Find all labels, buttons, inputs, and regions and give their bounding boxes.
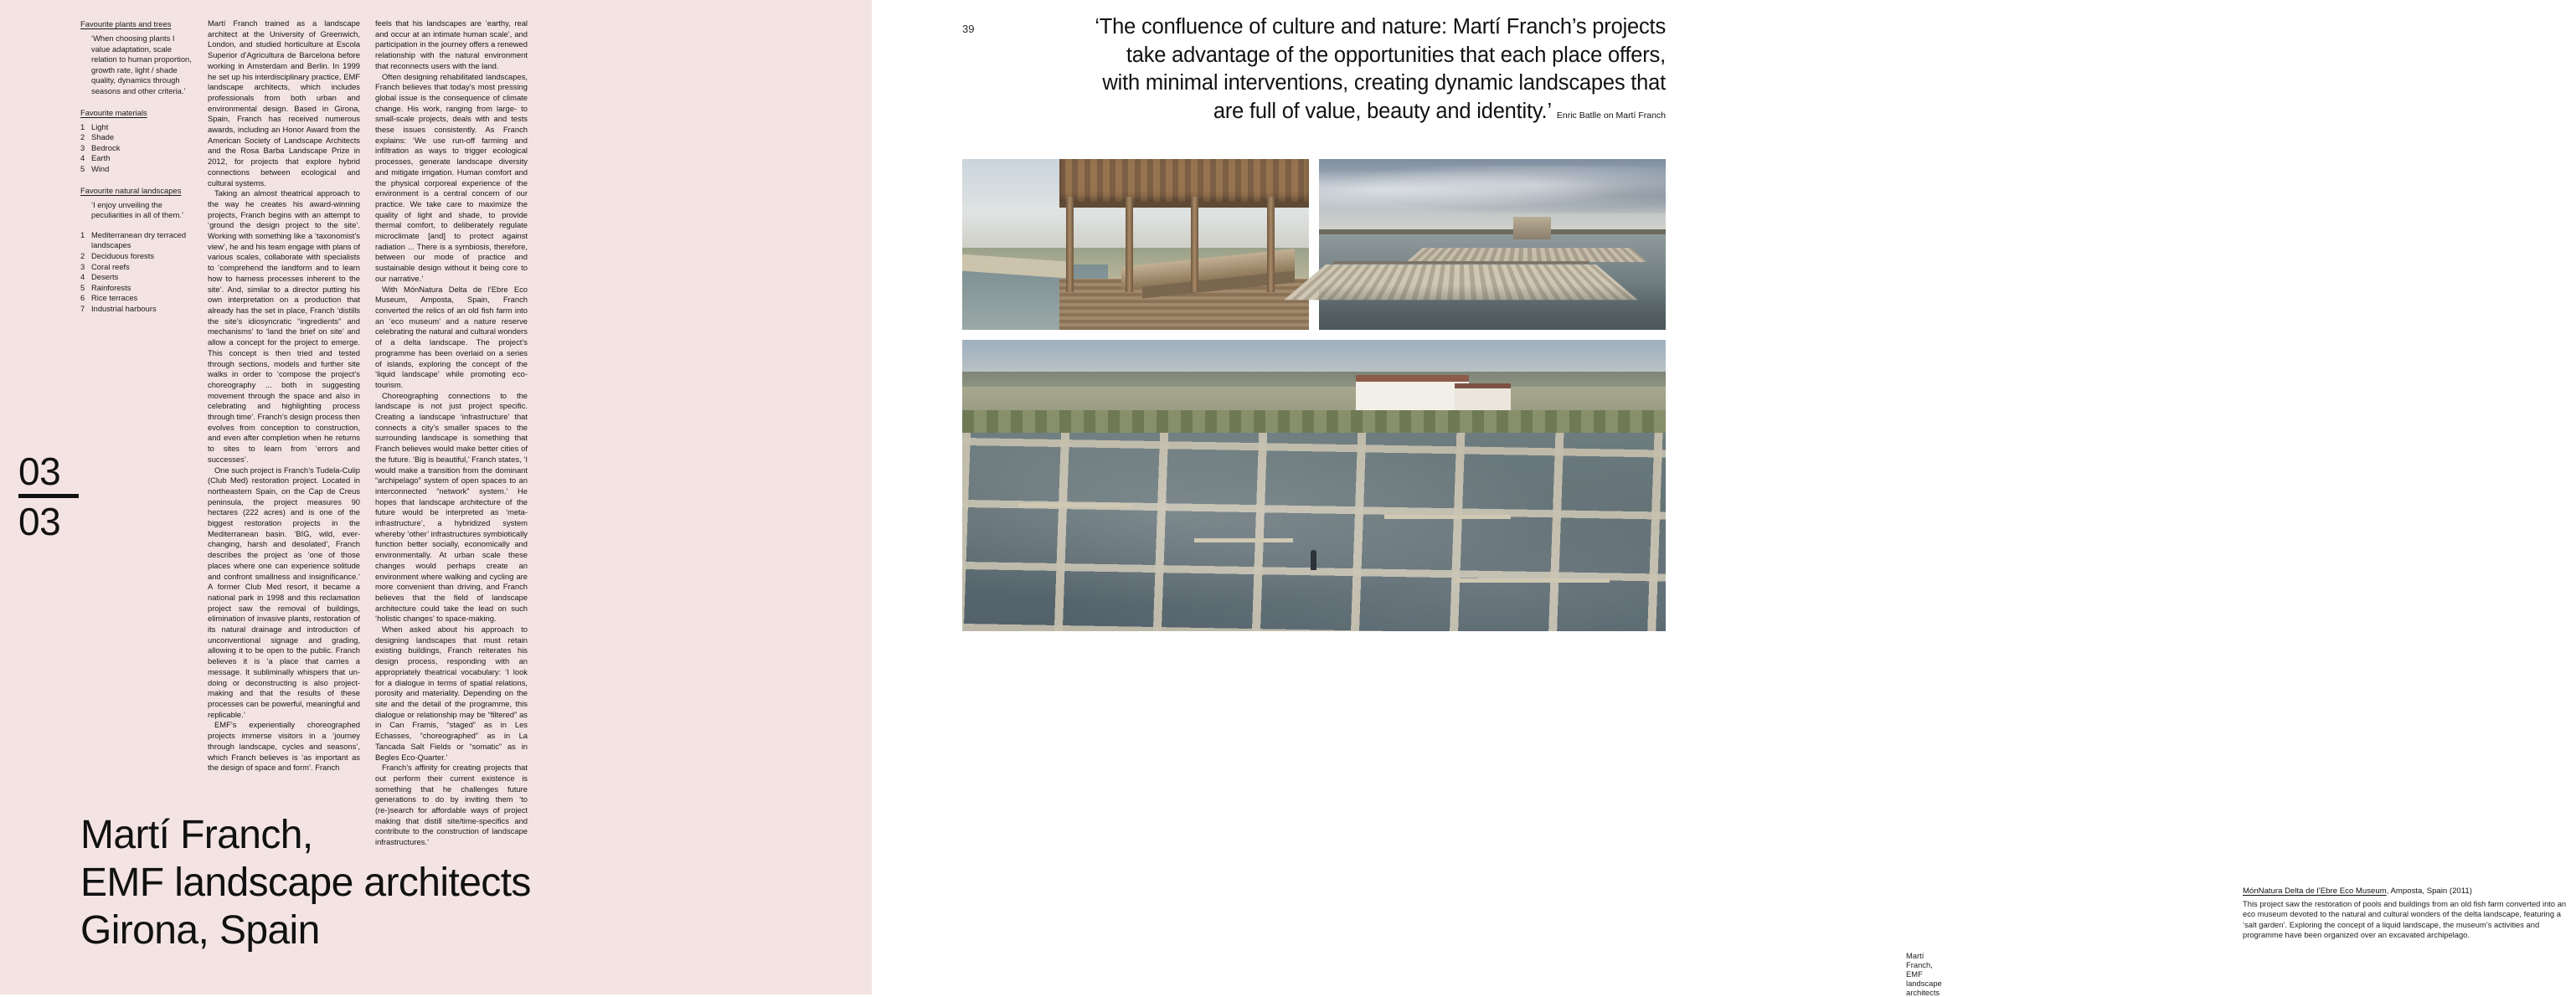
fact-quote-plants: ‘When choosing plants I value adaptation, scale relation to human proportion, growth rate, light / shade quality, dynamics through seasons and other criteria.’ xyxy=(91,33,192,95)
list-item: 1 Mediterranean dry terraced landscapes xyxy=(80,229,187,250)
fact-heading-materials: Favourite materials xyxy=(80,107,147,117)
list-item-label: Industrial harbours xyxy=(91,303,157,313)
fact-heading-landscapes: Favourite natural landscapes xyxy=(80,185,182,195)
photo-row-top xyxy=(962,159,1666,330)
pull-quote xyxy=(1038,13,1666,130)
list-item-label: Rice terraces xyxy=(91,293,138,303)
list-item-label: Rainforests xyxy=(91,282,131,292)
photo-credit: Martí Franch, EMF landscape architects xyxy=(1906,951,1942,997)
list-item: 4 Earth xyxy=(80,153,111,163)
page-title-line-2: EMF landscape architects xyxy=(80,861,531,905)
caption-project-name: MónNatura Delta de l’Ebre Eco Museum xyxy=(2243,887,2387,896)
paragraph: Often designing rehabilitated landscapes, Franch believes that today’s most pressing global issue is the consequence of climate change. His work, ranging from large- to small-scale projects, deals with and tests these issues consistently. As Franch explains: ‘We use run-off farming and infiltration as ways to trigger ecological processes, generate landscape diversity and mitigate irrigation. Human comfort and the physical corporeal experience of the environment is a central concern of our practice. We take care to maximize the quality of light and shade, to provide thermal comfort, to deliberately regulate microclimate [and] to protect against radiation ... There is a symbiosis, therefore, between our mode of practice and sustainable design without it being core to our narrative.’ xyxy=(375,71,528,283)
list-item: 2 Shade xyxy=(80,132,115,142)
right-page xyxy=(872,0,2567,997)
fact-list-landscapes xyxy=(80,230,193,315)
list-item: 4 Deserts xyxy=(80,272,119,282)
caption-text: This project saw the restoration of pools and buildings from an old fish farm converted into an eco museum devoted to the natural and cultural wonders of the delta landscape, featuring a ‘salt garden’. Exploring the concept of a liquid landscape, the museum’s activities and programme have been organized over an excavated archipelago. xyxy=(2243,899,2567,940)
pull-quote-line-4 xyxy=(1038,98,1666,131)
list-item: 7 Industrial harbours xyxy=(80,303,157,313)
favourites-sidebar xyxy=(80,18,193,324)
pull-quote-line-3: with minimal interventions, creating dynamic landscapes that xyxy=(1102,71,1666,95)
paragraph: When asked about his approach to designing landscapes that must retain existing buildings, Franch reiterates his design process, responding with an appropriately theatrical vocabulary: ‘I look for a dialogue in terms of spatial relations, porosity and materiality. Depending on the site and the detail of the programme, this dialogue or relationship may be “filtered” as in Can Framis, “staged” as in Les Echasses, “choreographed” as in La Tancada Salt Fields or “somatic” as in Begles Eco-Quarter.’ xyxy=(375,624,528,762)
body-column-1 xyxy=(208,18,360,773)
list-item-label: Deciduous forests xyxy=(91,250,155,260)
fact-list-materials xyxy=(80,122,193,175)
paragraph: feels that his landscapes are ‘earthy, real and occur at an intimate human scale’, and participation in the journey offers a renewed relationship with the natural environment that reconnects users with the land. xyxy=(375,18,528,70)
list-item: 2 Deciduous forests xyxy=(80,250,155,260)
list-item-label: Coral reefs xyxy=(91,261,130,271)
list-item: 1 Light xyxy=(80,121,109,131)
left-page xyxy=(0,0,872,994)
photo-salt-pans-aerial xyxy=(962,340,1666,631)
figure-person xyxy=(1311,550,1316,570)
page-number: 39 xyxy=(962,23,975,35)
paragraph: Taking an almost theatrical approach to the way he creates his award-winning projects, Franch begins with an attempt to ‘ground the design project to the site’. Working with something like a ‘taxonomist’s view’, he and his team engage with plans of various scales, collaborate with specialists to ‘comprehend the landform and to learn how to harness processes inherent to the site’. And, similar to a director putting his own interpretation on a production that already has the set in place, Franch ‘distills the site’s idiosyncratic “ingredients” and mechanisms’ to ‘land the brief on site’ and allow a concept for the project to emerge. This concept is then tried and tested through sections, models and further site walks in order to ‘compose the project’s choreography ... both in suggesting movement through the space and also in celebrating and highlighting process through time’. Franch’s design process then evolves from conception to construction, and even after completion when he returns to sites to learn from ‘errors and successes’. xyxy=(208,188,360,464)
page-title-line-3: Girona, Spain xyxy=(80,908,320,953)
photo-grid xyxy=(962,159,1666,631)
paragraph: One such project is Franch’s Tudela-Culip (Club Med) restoration project. Located in northeastern Spain, on the Cap de Creus peninsula, the project measures 90 hectares (222 acres) and is one of the biggest restoration projects in the Mediterranean basin. ‘BIG, wild, ever-changing, harsh and desolated’, Franch describes the project as ‘one of those places where one can experience solitude and confront smallness and insignificance.’ A former Club Med resort, it became a national park in 1998 and this reclamation project saw the removal of buildings, elimination of invasive plants, restoration of its natural drainage and introduction of unconventional signage and grading, allowing it to be open to the public. Franch believes it is ‘a place that carries a message. It subliminally whispers that un-doing or deconstructing is also project-making and that the results of these processes can be powerful, meaningful and replicable.’ xyxy=(208,465,360,719)
folio-rule xyxy=(18,494,79,498)
list-item-label: Shade xyxy=(91,132,115,142)
fact-block-landscapes xyxy=(80,185,193,315)
pull-quote-line-4-text: are full of value, beauty and identity.’ xyxy=(1213,99,1551,123)
paragraph: Martí Franch trained as a landscape architect at the University of Greenwich, London, and studied horticulture at Escola Superior d’Agricultura de Barcelona before working in Amsterdam and Berlin. In 1999 he set up his interdisciplinary practice, EMF landscape architects, which includes professionals from both urban and environmental design. Based in Girona, Spain, Franch has received numerous awards, including an Honor Award from the American Society of Landscape Architects and the Rosa Barba Landscape Prize in 2012, for projects that explore hybrid connections between ecological and cultural systems. xyxy=(208,18,360,188)
list-item-label: Wind xyxy=(91,163,110,173)
paragraph: Choreographing connections to the landscape is not just project specific. Creating a landscape ‘infrastructure’ that connects a city’s smaller spaces to the surrounding landscape is something that Franch believes would make better cities of the future. ‘Big is beautiful,’ Franch states, ‘I would make a transition from the dominant “archipelago” system of open spaces to an interconnected “network” system.’ He hopes that landscape architecture of the future would be interpreted as ‘meta-infrastructure’, a hybridized system whereby ‘other’ infrastructures symbiotically function better socially, economically and environmentally. At urban scale these changes would perhaps create an environment where walking and cycling are more convenient than driving, and Franch believes that the field of landscape architecture could take the lead on such ‘holistic changes’ to space-making. xyxy=(375,390,528,624)
fact-block-plants xyxy=(80,18,193,97)
fact-block-materials xyxy=(80,107,193,175)
list-item-label: Light xyxy=(91,121,109,131)
pull-quote-attribution: Enric Batlle on Martí Franch xyxy=(1556,110,1666,121)
photo-dusk-walkway xyxy=(1319,159,1666,330)
list-item: 5 Wind xyxy=(80,163,110,173)
caption-block xyxy=(2243,886,2576,941)
list-item-label: Mediterranean dry terraced landscapes xyxy=(91,229,187,250)
photo-pergola-boardwalk xyxy=(962,159,1309,330)
paragraph: With MónNatura Delta de l’Ebre Eco Museum, Amposta, Spain, Franch converted the relics of an old fish farm into an ‘eco museum’ and a nature reserve celebrating the natural and cultural wonders of a delta landscape. The project’s programme has been overlaid on a series of islands, exploring the concept of the ‘liquid landscape’ while promoting eco-tourism. xyxy=(375,284,528,389)
folio-top: 03 xyxy=(18,450,61,493)
body-column-2 xyxy=(375,18,528,848)
list-item: 3 Coral reefs xyxy=(80,261,130,271)
list-item-label: Bedrock xyxy=(91,142,121,152)
page-title-line-1: Martí Franch, xyxy=(80,813,313,857)
pull-quote-line-1: ‘The confluence of culture and nature: Martí Franch’s projects xyxy=(1095,15,1666,39)
paragraph: Franch’s affinity for creating projects that out perform their current existence is something that he challenges future generations to do by inviting them ‘to (re-)search for affordable ways of project making that distill site/time-specifics and contribute to the construction of landscape infrastructures.’ xyxy=(375,763,528,847)
pull-quote-line-2: take advantage of the opportunities that each place offers, xyxy=(1126,43,1666,67)
fact-quote-landscapes: ‘I enjoy unveiling the peculiarities in all of them.’ xyxy=(91,199,183,220)
paragraph: EMF’s experientially choreographed projects immerse visitors in a ‘journey through landscape, cycles and seasons’, which Franch believes is ‘as important as the design of space and form’. Franch xyxy=(208,720,360,773)
caption-location: , Amposta, Spain (2011) xyxy=(2386,887,2472,896)
list-item: 5 Rainforests xyxy=(80,282,131,292)
list-item: 3 Bedrock xyxy=(80,142,121,152)
page-title xyxy=(80,811,531,954)
list-item-label: Deserts xyxy=(91,272,119,282)
fact-heading-plants: Favourite plants and trees xyxy=(80,19,172,28)
list-item: 6 Rice terraces xyxy=(80,293,138,303)
folio-bottom: 03 xyxy=(18,500,61,543)
list-item-label: Earth xyxy=(91,153,111,163)
caption-title xyxy=(2243,886,2576,897)
left-text-area xyxy=(80,18,817,848)
